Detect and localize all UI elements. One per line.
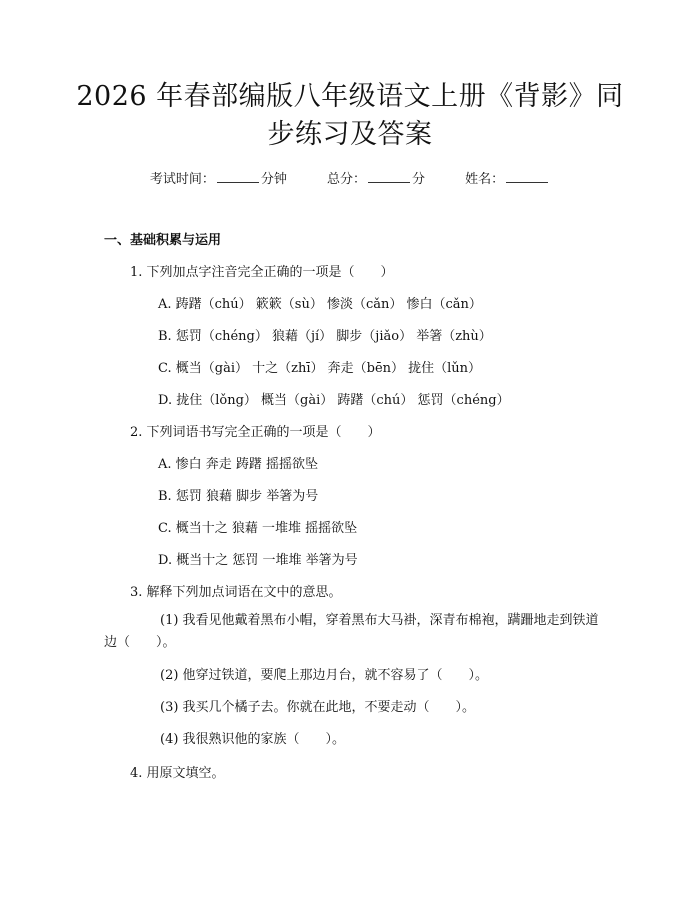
q2-option-b: B. 惩罚 狼藉 脚步 举箸为号 (158, 489, 319, 504)
document-title (60, 78, 640, 154)
name-label: 姓名： (465, 172, 505, 187)
q3-item-3: (3) 我买几个橘子去。你就在此地，不要走动（ ）。 (160, 700, 476, 715)
q3-item-2: (2) 他穿过铁道，要爬上那边月台，就不容易了（ ）。 (160, 668, 489, 683)
question-3-stem: 3. 解释下列加点词语在文中的意思。 (130, 585, 342, 600)
title-line-1: 2026 年春部编版八年级语文上册《背影》同 (76, 81, 624, 112)
score-label: 总分： (326, 172, 366, 187)
total-score-field (327, 172, 429, 187)
time-blank[interactable] (217, 170, 259, 183)
score-unit: 分 (412, 172, 426, 187)
name-blank[interactable] (506, 170, 548, 183)
time-label: 考试时间： (149, 172, 215, 187)
q1-option-c: C. 概当（gài） 十之（zhī） 奔走（bēn） 拢住（lǔn） (158, 361, 482, 376)
q1-option-d: D. 拢住（lǒng） 概当（gài） 踌躇（chú） 惩罚（chéng） (158, 393, 510, 408)
question-1-stem: 1. 下列加点字注音完全正确的一项是（ ） (130, 265, 394, 280)
q1-option-b: B. 惩罚（chéng） 狼藉（jí） 脚步（jiǎo） 举箸（zhù） (158, 329, 492, 344)
q2-option-c: C. 概当十之 狼藉 一堆堆 摇摇欲坠 (158, 521, 358, 536)
exam-info (0, 168, 700, 187)
q3-item-1: (1) 我看见他戴着黑布小帽，穿着黑布大马褂，深青布棉袍，蹒跚地走到铁道边（ ）。 (104, 613, 599, 650)
q3-item-4: (4) 我很熟识他的家族（ ）。 (160, 732, 346, 747)
question-2-stem: 2. 下列词语书写完全正确的一项是（ ） (130, 425, 381, 440)
exam-time-field (150, 172, 291, 187)
q2-option-d: D. 概当十之 惩罚 一堆堆 举箸为号 (158, 553, 358, 568)
time-unit: 分钟 (260, 172, 287, 187)
q2-option-a: A. 惨白 奔走 踌躇 摇摇欲坠 (158, 457, 319, 472)
score-blank[interactable] (368, 170, 410, 183)
title-line-2: 步练习及答案 (267, 119, 433, 150)
section-heading: 一、基础积累与运用 (104, 233, 222, 248)
name-field (465, 172, 550, 187)
question-4-stem: 4. 用原文填空。 (130, 766, 225, 781)
q1-option-a: A. 踌躇（chú） 簌簌（sù） 惨淡（cǎn） 惨白（cǎn） (158, 297, 482, 312)
